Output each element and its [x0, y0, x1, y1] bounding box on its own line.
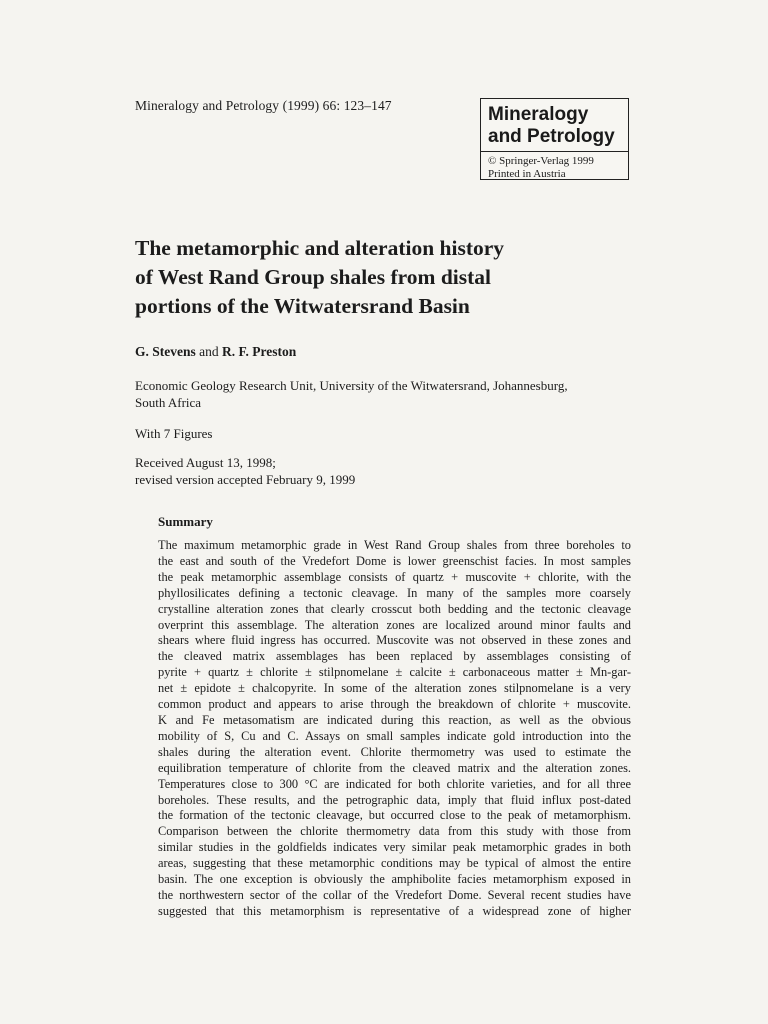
- journal-name-line-1: Mineralogy: [488, 104, 589, 125]
- summary-line: Comparison between the chlorite thermometry data from this study with those from: [158, 824, 631, 839]
- journal-name-line-2: and Petrology: [488, 126, 615, 147]
- summary-line: the northwestern sector of the collar of the Vredefort Dome. Several recent studies have: [158, 887, 631, 902]
- summary-line: Temperatures close to 300 °C are indicated for both chlorite varieties, and for all three: [158, 776, 631, 791]
- article-title: [135, 234, 605, 321]
- summary-text: [158, 538, 631, 920]
- summary-line: The maximum metamorphic grade in West Rand Group shales from three boreholes to: [158, 538, 631, 552]
- title-line: portions of the Witwatersrand Basin: [135, 294, 470, 318]
- journal-logo-box: [480, 98, 629, 180]
- summary-line: suggested that this metamorphism is representative of a widespread zone of higher: [158, 903, 631, 918]
- copyright-line: © Springer-Verlag 1999: [488, 155, 594, 167]
- summary-line: crystalline alteration zones that clearly crosscut both bedding and the tectonic cleavage: [158, 601, 631, 616]
- publisher-info: [481, 152, 628, 181]
- summary-line: pyrite + quartz ± chlorite ± stilpnomelane ± calcite ± carbonaceous matter ± Mn-gar-: [158, 665, 631, 680]
- summary-line: the east and south of the Vredefort Dome is lower greenschist facies. In most samples: [158, 553, 631, 568]
- summary-line: basin. The one exception is obviously the amphibolite facies metamorphism exposed in: [158, 872, 631, 887]
- summary-line: equilibration temperature of chlorite from the cleaved matrix and the alteration zones.: [158, 760, 631, 775]
- journal-citation: Mineralogy and Petrology (1999) 66: 123–147: [135, 98, 392, 113]
- summary-line: net ± epidote ± chalcopyrite. In some of the alteration zones stilpnomelane is a very: [158, 681, 631, 696]
- author-name: G. Stevens: [135, 344, 196, 359]
- summary-line: areas, suggesting that these metamorphic conditions may be typical of almost the entire: [158, 856, 631, 871]
- summary-line: overprint this assemblage. The alteration zones are localized around minor faults and: [158, 617, 631, 632]
- summary-line: the peak metamorphic assemblage consists of quartz + muscovite + chlorite, with the: [158, 569, 631, 584]
- summary-line: phyllosilicates defining a tectonic cleavage. In many of the samples more coarsely: [158, 585, 631, 600]
- summary-line: similar studies in the goldfields indicates very similar peak metamorphic grades in both: [158, 840, 631, 855]
- summary-heading: Summary: [158, 514, 213, 529]
- author-list: [135, 344, 296, 360]
- received-line: Received August 13, 1998;: [135, 455, 276, 470]
- summary-line: the cleaved matrix assemblages has been replaced by assemblages consisting of: [158, 649, 631, 664]
- received-line: revised version accepted February 9, 1999: [135, 472, 356, 487]
- summary-line: common product and appears to arise through the breakdown of chlorite + muscovite.: [158, 697, 631, 712]
- summary-line: boreholes. These results, and the petrographic data, imply that fluid influx post-dated: [158, 792, 631, 807]
- affiliation-line: Economic Geology Research Unit, University of the Witwatersrand, Johannesburg,: [135, 378, 568, 393]
- title-line: The metamorphic and alteration history: [135, 236, 505, 260]
- title-line: of West Rand Group shales from distal: [135, 265, 491, 289]
- summary-line: the formation of the tectonic cleavage, but occurred close to the peak of metamorphism.: [158, 808, 631, 823]
- summary-line: K and Fe metasomatism are indicated during this reaction, as well as the obvious: [158, 712, 631, 727]
- author-connector: and: [195, 344, 222, 359]
- received-dates: [135, 454, 355, 488]
- figures-note: With 7 Figures: [135, 426, 213, 441]
- summary-line: mobility of S, Cu and C. Assays on small samples indicate gold introduction into the: [158, 728, 631, 743]
- journal-name: [481, 99, 628, 151]
- summary-line: shears where fluid ingress has occurred. Muscovite was not observed in these zones and: [158, 633, 631, 648]
- summary-line: shales during the alteration event. Chlorite thermometry was used to estimate the: [158, 744, 631, 759]
- author-name: R. F. Preston: [222, 344, 297, 359]
- affiliation-line: South Africa: [135, 395, 202, 410]
- affiliation: [135, 377, 605, 411]
- printed-line: Printed in Austria: [488, 168, 566, 180]
